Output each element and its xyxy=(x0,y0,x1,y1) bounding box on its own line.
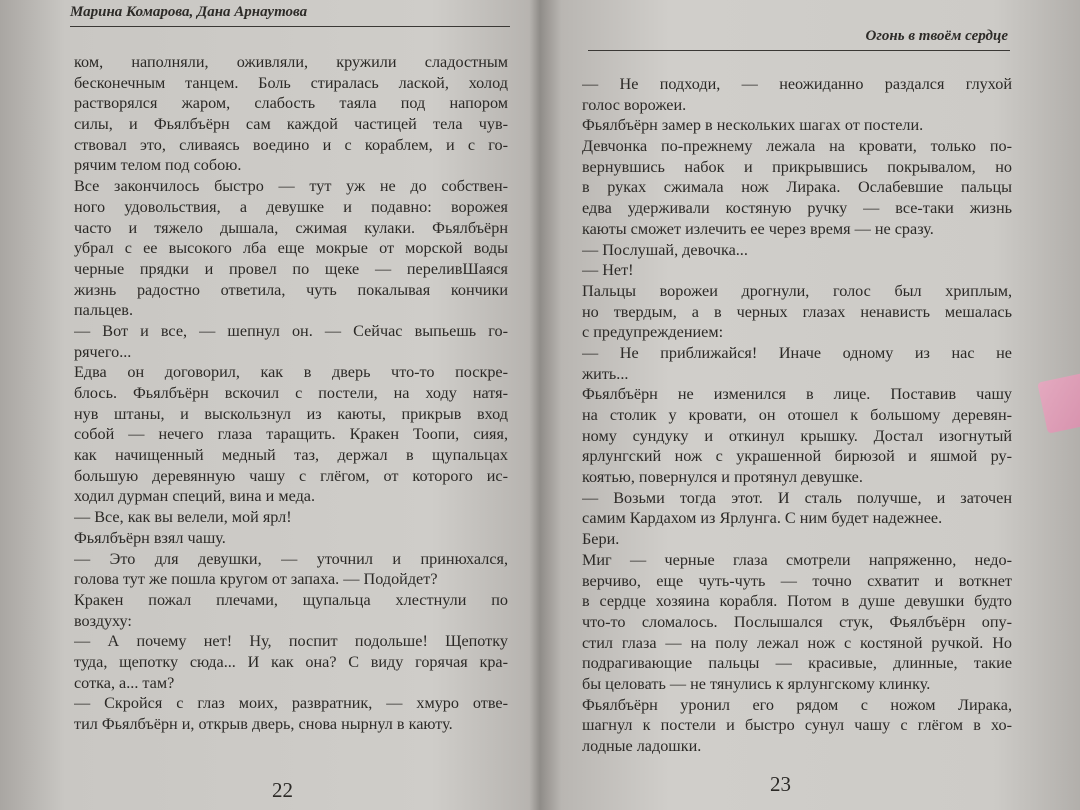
text-line: на столик у кровати, он отошел к большому деревян- xyxy=(582,406,1012,424)
text-line: рячего... xyxy=(74,342,132,361)
text-line: каюты сможет излечить ее через время — не сразу. xyxy=(582,219,934,238)
text-line: в сердце хозяина корабля. Потом в душе девушки будто xyxy=(582,592,1012,611)
text-line: — А почему нет! Ну, поспит подольше! Щепотку xyxy=(74,632,508,651)
text-line: сотка, а... там? xyxy=(74,673,175,692)
text-line: пальцев. xyxy=(74,301,133,320)
text-line: — Все, как вы велели, мой ярл! xyxy=(74,508,292,527)
header-rule xyxy=(588,50,1010,51)
page-number-right: 23 xyxy=(770,772,791,796)
text-line: ного удовольствия, а девушке и подавно: ворожея xyxy=(74,197,508,216)
text-line: ярлунгский нож с украшенной бирюзой и яшмой ру- xyxy=(582,447,1012,466)
text-line: как начищенный медный таз, держал в щупальцах xyxy=(74,446,508,465)
text-line: ному сундуку и откинул крышку. Достал изогнутый xyxy=(582,426,1012,445)
text-line: рячим телом под собою. xyxy=(74,156,242,175)
text-line: Девчонка по-прежнему лежала на кровати, только по- xyxy=(582,137,1012,156)
text-line: Пальцы ворожеи дрогнули, голос был хриплым, xyxy=(582,281,1012,300)
text-line: — Нет! xyxy=(582,261,634,280)
text-line: большую деревянную чашу с глёгом, от которого ис- xyxy=(74,466,508,485)
text-line: убрал с ее высокого лба еще мокрые от морской воды xyxy=(74,239,508,258)
page-number-left: 22 xyxy=(272,778,293,802)
text-line: лодные ладошки. xyxy=(582,737,702,755)
text-line: — Не приближайся! Иначе одному из нас не xyxy=(582,343,1012,362)
text-line: бы целовать — не тянулись к ярлунгскому клинку. xyxy=(582,674,931,693)
text-line: — Возьми тогда этот. И сталь получше, и заточен xyxy=(582,488,1012,507)
text-line: туда, щепотку сюда... И как она? С виду горячая кра- xyxy=(74,652,508,671)
text-line: но твердым, а в черных глазах ненависть мешалась xyxy=(582,302,1012,321)
text-line: что-то сломалось. Послышался стук, Фьялбъёрн опу- xyxy=(582,612,1012,631)
text-line: ком, наполняли, оживляли, кружили сладостным xyxy=(74,53,508,71)
text-line: черные прядки и провел по щеке — переливШаяся xyxy=(74,259,508,278)
text-line: Бери. xyxy=(582,530,620,549)
text-line: подрагивающие пальцы — красивые, длинные, такие xyxy=(582,654,1012,673)
running-head-authors: Марина Комарова, Дана Арнаутова xyxy=(70,4,308,20)
text-line: бесконечным танцем. Боль стиралась лаской, холод xyxy=(74,73,508,92)
text-line: голос ворожеи. xyxy=(582,95,687,114)
left-page xyxy=(0,0,530,810)
text-line: стил глаза — на полу лежал нож с костяной ручкой. Но xyxy=(582,633,1012,652)
text-line: голова тут же пошла кругом от запаха. — Подойдет? xyxy=(74,570,438,589)
text-line: Едва он договорил, как в дверь что-то поскре- xyxy=(74,363,508,382)
text-line: Все закончилось быстро — тут уж не до собствен- xyxy=(74,177,508,196)
running-head-title: Огонь в твоём сердце xyxy=(865,28,1008,44)
left-page-body xyxy=(74,52,508,735)
text-line: едва удерживали костяную ручку — все-таки жизнь xyxy=(582,199,1012,218)
text-line: коятью, повернулся и протянул девушке. xyxy=(582,468,863,487)
text-line: — Вот и все, — шепнул он. — Сейчас выпьешь го- xyxy=(74,321,508,340)
text-line: — Это для девушки, — уточнил и принюхался, xyxy=(74,549,508,568)
text-line: нув штаны, и выскользнул из каюты, прикрыв вход xyxy=(74,404,508,423)
text-line: силы, и Фьялбъёрн сам каждой частицей тела чув- xyxy=(74,115,508,134)
text-line: — Не подходи, — неожиданно раздался глухой xyxy=(582,75,1012,93)
text-line: вернувшись набок и прикрывшись покрывалом, но xyxy=(582,157,1012,176)
text-line: жить... xyxy=(582,364,629,383)
text-line: — Послушай, девочка... xyxy=(582,240,748,259)
text-line: тил Фьялбъёрн и, открыв дверь, снова нырнул в каюту. xyxy=(74,715,453,733)
text-line: ходил дурман специй, вина и меда. xyxy=(74,487,316,506)
header-rule xyxy=(70,26,510,27)
text-line: жизнь радостно ответила, чуть покалывая кончики xyxy=(74,280,508,299)
text-line: Фьялбъёрн замер в нескольких шагах от постели. xyxy=(582,116,924,135)
text-line: часто и тяжело дышала, сжимая кулаки. Фьялбъёрн xyxy=(74,218,508,237)
text-line: с предупреждением: xyxy=(582,323,724,342)
text-line: верчиво, еще чуть-чуть — точно схватит и воткнет xyxy=(582,571,1012,590)
text-line: ствовал это, сливаясь воедино и с кораблем, и с го- xyxy=(74,135,508,154)
text-line: собой — нечего глаза таращить. Кракен Тоопи, сияя, xyxy=(74,425,508,444)
right-page-body xyxy=(582,74,1012,757)
text-line: воздуху: xyxy=(74,611,132,630)
text-line: Фьялбъёрн не изменился в лице. Поставив чашу xyxy=(582,385,1012,404)
text-line: Миг — черные глаза смотрели напряженно, недо- xyxy=(582,550,1012,569)
text-line: Фьялбъёрн уронил его рядом с ножом Лиракa, xyxy=(582,695,1012,714)
text-line: в руках сжимала нож Лиракa. Ослабевшие пальцы xyxy=(582,178,1012,197)
text-line: самим Кардахом из Ярлунга. С ним будет надежнее. xyxy=(582,509,943,528)
text-line: блось. Фьялбъёрн вскочил с постели, на ходу натя- xyxy=(74,384,508,402)
text-line: — Скройся с глаз моих, развратник, — хмуро отве- xyxy=(74,694,508,713)
text-line: Кракен пожал плечами, щупальца хлестнули по xyxy=(74,590,508,609)
right-page xyxy=(540,0,1080,810)
text-line: шагнул к постели и быстро сунул чашу с глёгом в хо- xyxy=(582,716,1012,735)
text-line: Фьялбъёрн взял чашу. xyxy=(74,528,226,547)
text-line: растворялся жаром, слабость таяла под напором xyxy=(74,94,508,113)
